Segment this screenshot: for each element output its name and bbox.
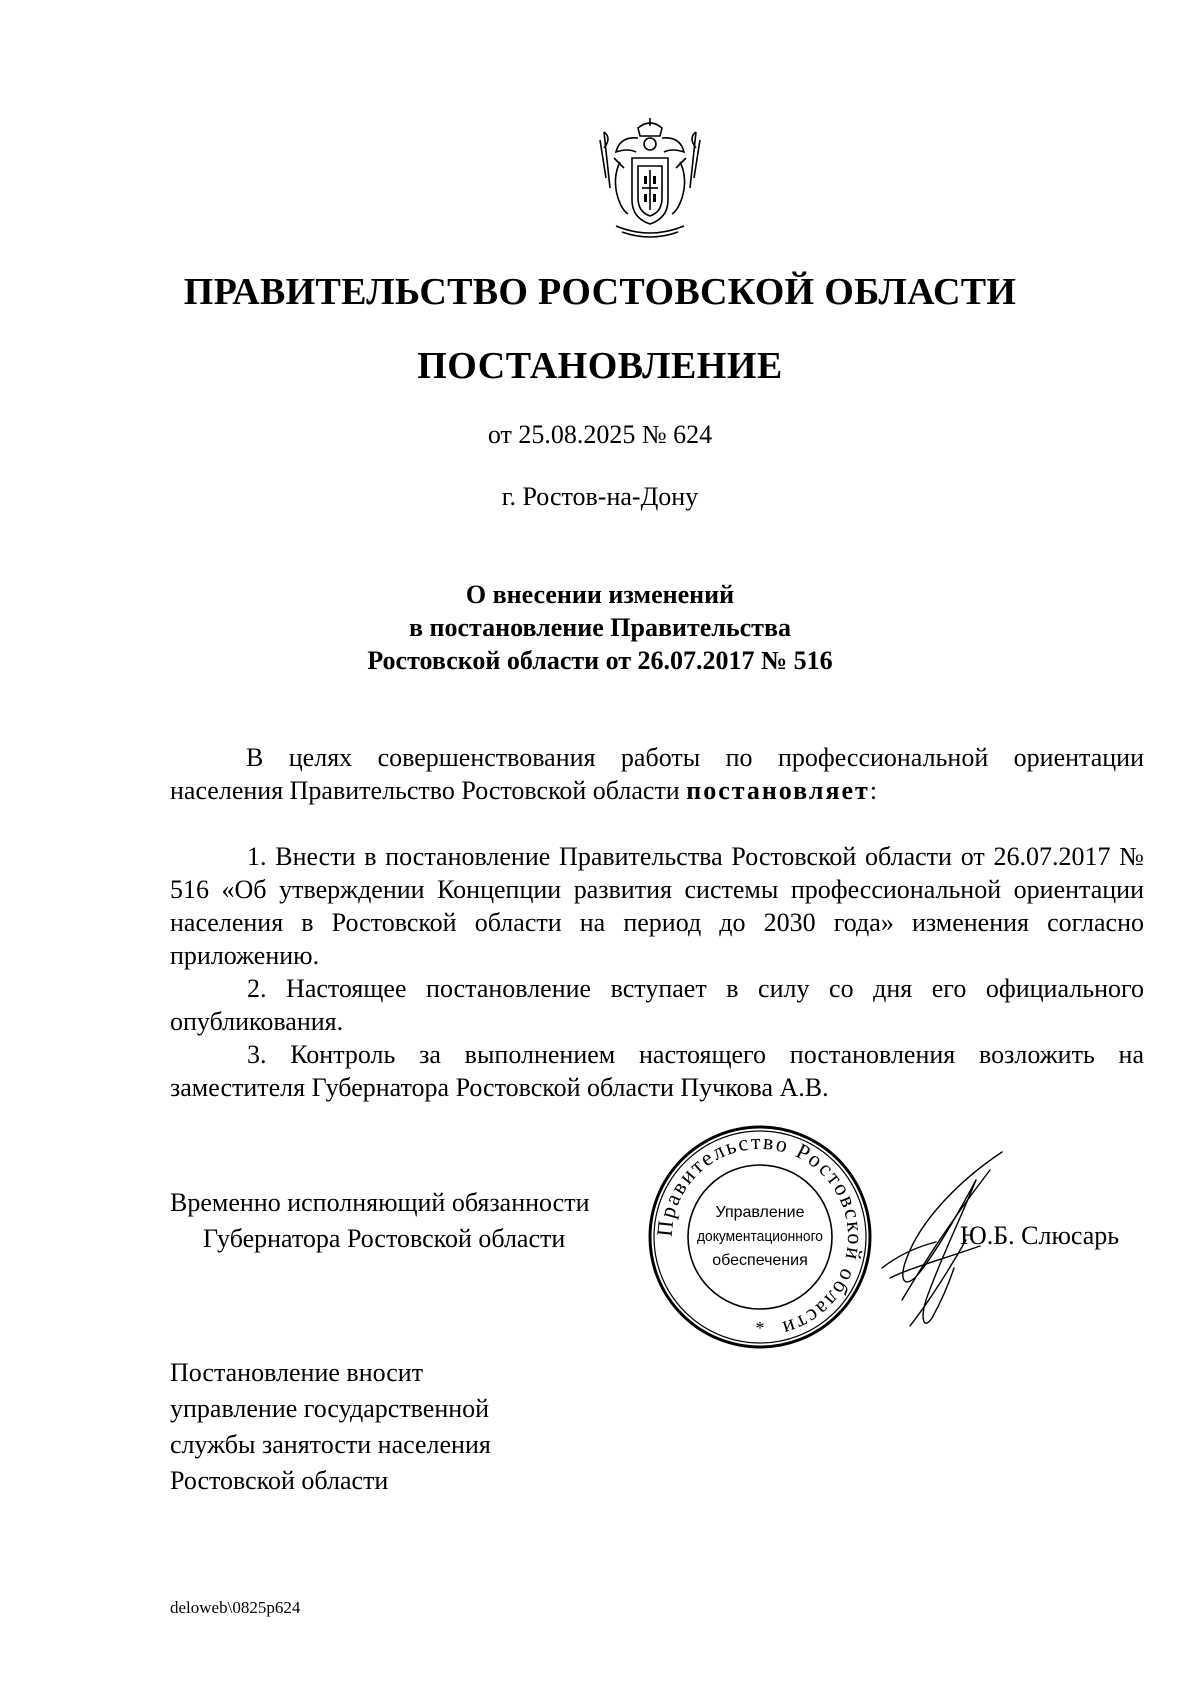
seal-star: * xyxy=(755,1318,765,1338)
submitter-block xyxy=(170,1355,491,1499)
position-line: Временно исполняющий обязанности xyxy=(170,1188,590,1217)
document-date-number: от 25.08.2025 № 624 xyxy=(487,420,713,449)
document-type: ПОСТАНОВЛЕНИЕ xyxy=(417,345,783,387)
coat-of-arms-icon xyxy=(598,118,702,242)
seal-ring-text: Правительство Ростовской области xyxy=(651,1128,869,1343)
resolution-item-1: 1. Внести в постановление Правительства Ростовской области от 26.07.2017 № 516 «Об утверждении Концепции развития системы профессиональной ориентации населения в Ростовской области на период до 2030 года» изменения согласно приложению. xyxy=(170,842,1144,970)
submitter-line: управление государственной xyxy=(170,1394,490,1423)
subject-line: О внесении изменений xyxy=(465,580,735,609)
resolution-item-3: 3. Контроль за выполнением настоящего постановления возложить на заместителя Губернатора Ростовской области Пучкова А.В. xyxy=(170,1040,1144,1102)
signatory-name: Ю.Б. Слюсарь xyxy=(960,1221,1120,1250)
document-subject xyxy=(0,578,1200,677)
submitter-line: Ростовской области xyxy=(170,1466,389,1495)
seal-center-line: обеспечения xyxy=(712,1252,808,1269)
signatory-position xyxy=(170,1185,590,1257)
seal-center-line: документационного xyxy=(697,1228,823,1245)
preamble-text: В целях совершенствования работы по профессиональной ориентации населения Правительство Ростовской области xyxy=(170,743,1144,805)
submitter-line: службы занятости населения xyxy=(170,1430,491,1459)
document-code: deloweb\0825p624 xyxy=(170,1598,301,1617)
government-title: ПРАВИТЕЛЬСТВО РОСТОВСКОЙ ОБЛАСТИ xyxy=(183,271,1017,313)
position-line: Губернатора Ростовской области xyxy=(203,1224,566,1253)
document-city: г. Ростов-на-Дону xyxy=(501,482,699,511)
subject-line: в постановление Правительства xyxy=(408,613,791,642)
submitter-line: Постановление вносит xyxy=(170,1358,424,1387)
resolution-items xyxy=(170,840,1144,1104)
preamble xyxy=(170,741,1144,807)
preamble-keyword: постановляет xyxy=(686,776,870,805)
preamble-end: : xyxy=(869,776,878,805)
subject-line: Ростовской области от 26.07.2017 № 516 xyxy=(367,646,833,675)
seal-center-line: Управление xyxy=(715,1204,805,1221)
resolution-item-2: 2. Настоящее постановление вступает в силу со дня его официального опубликования. xyxy=(170,974,1144,1036)
official-seal xyxy=(645,1122,875,1352)
